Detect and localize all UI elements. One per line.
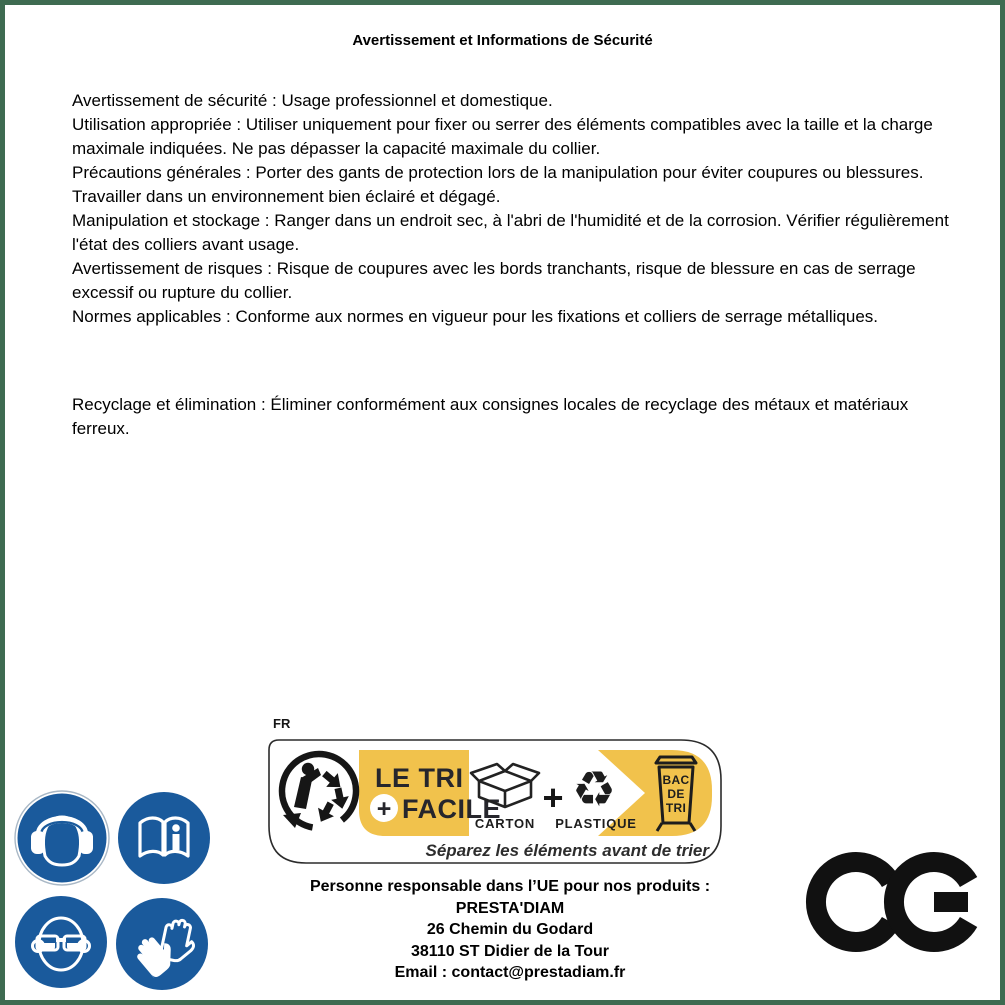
plastique-label: PLASTIQUE — [555, 816, 637, 831]
ce-marking-icon — [802, 847, 982, 962]
safety-text-block — [72, 89, 949, 441]
responsible-person-block — [243, 876, 777, 984]
materials-plus-sign: + — [542, 777, 564, 818]
infotri-banner-line2: FACILE — [402, 794, 502, 824]
contact-email: Email : contact@prestadiam.fr — [394, 964, 626, 981]
infotri-recycling-logo — [268, 739, 727, 870]
paragraph-utilisation: Utilisation appropriée : Utiliser uniquement pour fixer ou serrer des éléments compatibles avec la taille et la charge maximale indiquées. Ne pas dépasser la capacité maximale du collier. — [72, 115, 933, 158]
address-line-1: 26 Chemin du Godard — [426, 921, 594, 938]
paragraph-recyclage: Recyclage et élimination : Éliminer conformément aux consignes locales de recyclage des métaux et matériaux ferreux. — [72, 395, 909, 438]
plastique-recycling-icon: ♻ — [572, 761, 616, 818]
infotri-tagline: Séparez les éléments avant de trier — [425, 841, 709, 860]
wear-eye-protection-icon — [13, 894, 109, 995]
paragraph-normes: Normes applicables : Conforme aux normes en vigueur pour les fixations et colliers de serrage métalliques. — [72, 307, 878, 326]
paragraph-risques: Avertissement de risques : Risque de coupures avec les bords tranchants, risque de blessure en cas de serrage excessif ou rupture du collier. — [72, 259, 916, 302]
bin-label-3: TRI — [665, 801, 687, 815]
responsible-heading: Personne responsable dans l’UE pour nos produits : — [309, 878, 711, 895]
paragraph-usage: Avertissement de sécurité : Usage professionnel et domestique. — [72, 91, 553, 110]
wear-protective-gloves-icon — [114, 896, 210, 997]
page-title: Avertissement et Informations de Sécurité — [352, 32, 653, 49]
address-line-2: 38110 ST Didier de la Tour — [411, 942, 609, 960]
company-name: PRESTA'DIAM — [455, 899, 565, 917]
paragraph-precautions: Précautions générales : Porter des gants de protection lors de la manipulation pour éviter coupures ou blessures. Travailler dans un environnement bien éclairé et dégagé. — [72, 163, 924, 206]
infotri-banner-line1: LE TRI — [375, 763, 464, 793]
read-instruction-manual-icon — [116, 790, 212, 891]
paragraph-stockage: Manipulation et stockage : Ranger dans un endroit sec, à l'abri de l'humidité et de la corrosion. Vérifier régulièrement l'état des colliers avant usage. — [72, 211, 949, 254]
infotri-country-label: FR — [273, 716, 291, 731]
infotri-banner-plus: + — [376, 795, 392, 823]
wear-ear-protection-icon — [14, 790, 110, 891]
carton-label: CARTON — [474, 816, 536, 831]
bin-label-1: BAC — [662, 773, 690, 787]
infotri-svg — [268, 739, 727, 865]
bin-label-2: DE — [667, 787, 685, 801]
